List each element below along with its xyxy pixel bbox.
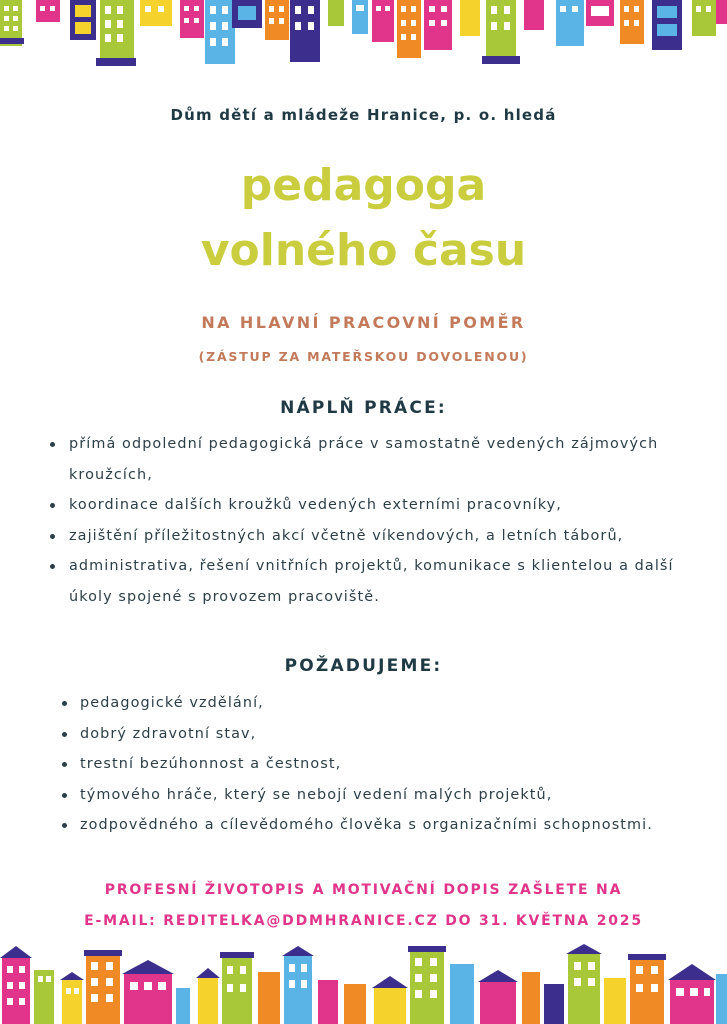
- house-icon: [408, 946, 446, 1024]
- house-icon: [265, 0, 289, 40]
- list-item: zajištění příležitostných akcí včetně víkendových, a letních táborů,: [50, 521, 690, 552]
- list-item: pedagogické vzdělání,: [62, 688, 682, 719]
- house-icon: [397, 0, 421, 58]
- job-content-heading: NÁPLŇ PRÁCE:: [280, 398, 447, 418]
- house-icon: [96, 0, 136, 66]
- application-email-deadline: E-MAIL: REDITELKA@DDMHRANICE.CZ DO 31. KVĚTNA 2025: [84, 913, 643, 929]
- house-icon: [122, 960, 174, 1024]
- list-item: zodpovědného a cílevědomého člověka s organizačními schopnostmi.: [62, 810, 682, 841]
- house-icon: [604, 954, 666, 1024]
- job-content-list: [50, 429, 690, 612]
- organization-line: Dům dětí a mládeže Hranice, p. o. hledá: [170, 106, 557, 124]
- house-icon: [372, 0, 394, 42]
- employment-type: NA HLAVNÍ PRACOVNÍ POMĚR: [201, 313, 526, 332]
- house-icon: [652, 0, 682, 50]
- house-icon: [220, 952, 254, 1024]
- list-item: dobrý zdravotní stav,: [62, 719, 682, 750]
- house-icon: [70, 0, 96, 40]
- house-icon: [0, 0, 24, 46]
- job-title-line-1: pedagoga: [240, 160, 487, 211]
- house-icon: [176, 968, 220, 1024]
- list-item: administrativa, řešení vnitřních projektů, komunikace s klientelou a další úkoly spojené s provozem pracoviště.: [50, 551, 690, 612]
- houses-top-decoration: [0, 0, 727, 75]
- house-icon: [84, 950, 122, 1024]
- list-item: týmového hráče, který se nebojí vedení malých projektů,: [62, 780, 682, 811]
- requirements-heading: POŽADUJEME:: [284, 656, 443, 676]
- job-title-line-2: volného času: [200, 225, 527, 276]
- employment-note: (ZÁSTUP ZA MATEŘSKOU DOVOLENOU): [198, 349, 529, 364]
- house-icon: [290, 0, 320, 62]
- house-icon: [60, 972, 84, 1024]
- house-icon: [258, 946, 314, 1024]
- house-icon: [450, 964, 518, 1024]
- house-icon: [140, 0, 172, 26]
- house-icon: [424, 0, 452, 50]
- house-icon: [318, 976, 408, 1024]
- application-instructions: PROFESNÍ ŽIVOTOPIS A MOTIVAČNÍ DOPIS ZAŠLETE NA: [104, 882, 623, 898]
- house-icon: [180, 0, 204, 38]
- house-icon: [205, 0, 235, 64]
- house-icon: [522, 944, 602, 1024]
- list-item: přímá odpolední pedagogická práce v samostatně vedených zájmových kroužcích,: [50, 429, 690, 490]
- houses-bottom-decoration: [0, 944, 727, 1024]
- house-icon: [0, 946, 32, 1024]
- list-item: trestní bezúhonnost a čestnost,: [62, 749, 682, 780]
- requirements-list: [62, 688, 682, 841]
- house-icon: [460, 0, 520, 64]
- house-icon: [620, 0, 644, 44]
- house-icon: [524, 0, 584, 46]
- house-icon: [668, 964, 727, 1024]
- house-icon: [232, 0, 262, 28]
- list-item: koordinace dalších kroužků vedených externími pracovníky,: [50, 490, 690, 521]
- house-icon: [586, 0, 614, 26]
- house-icon: [692, 0, 727, 36]
- house-icon: [328, 0, 368, 34]
- house-icon: [36, 0, 60, 22]
- house-icon: [34, 970, 54, 1024]
